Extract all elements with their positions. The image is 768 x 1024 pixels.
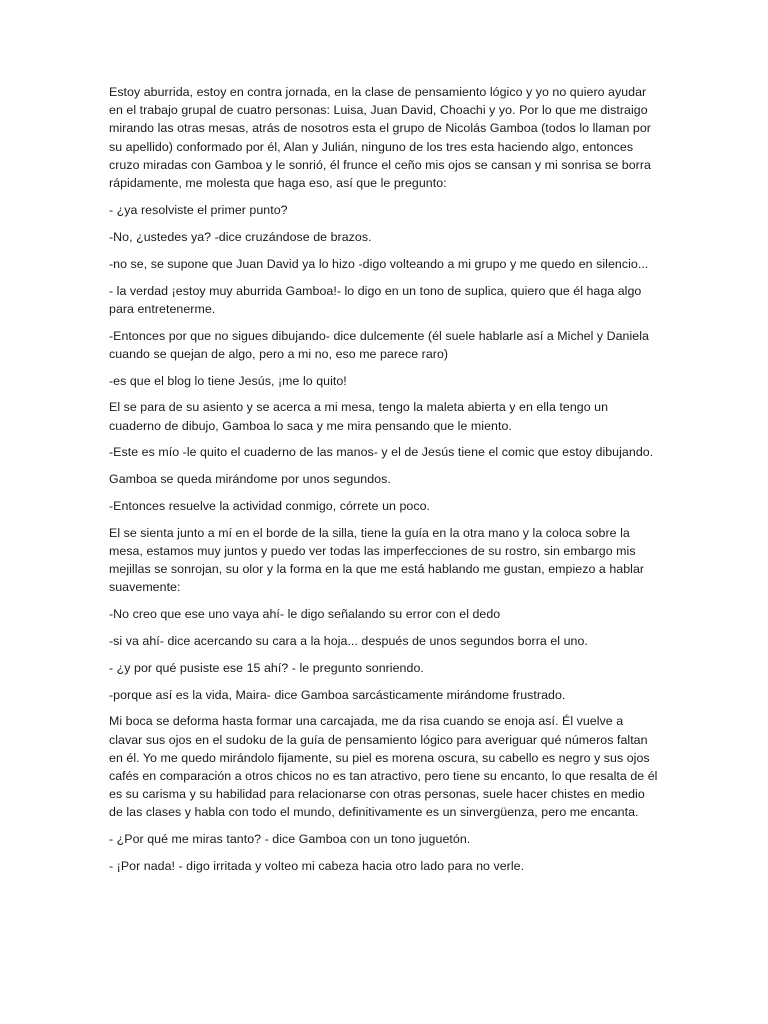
paragraph: -si va ahí- dice acercando su cara a la hoja... después de unos segundos borra el uno. xyxy=(109,634,588,648)
paragraph: -es que el blog lo tiene Jesús, ¡me lo quito! xyxy=(109,373,347,388)
paragraph: -No, ¿ustedes ya? -dice cruzándose de brazos. xyxy=(109,230,372,245)
paragraph: - ¿y por qué pusiste ese 15 ahí? - le pregunto sonriendo. xyxy=(109,660,424,675)
paragraph: Mi boca se deforma hasta formar una carcajada, me da risa cuando se enoja así. Él vuelve a clavar sus ojos en el sudoku de la guía de pensamiento lógico para averiguar qué números faltan en él. Yo me quedo mirándolo fijamente, su piel es morena oscura, su cabello es negro y sus ojos cafés en comparación a otros chicos no es tan atractivo, pero tiene su encanto, lo que resalta de él es su carisma y su habilidad para relacionarse con otras personas, suele hacer chistes en medio de las clases y habla con todo el mundo, definitivamente es un sinvergüenza, pero me encanta. xyxy=(109,714,658,820)
paragraph: Gamboa se queda mirándome por unos segundos. xyxy=(109,472,391,487)
paragraph: -Entonces resuelve la actividad conmigo, córrete un poco. xyxy=(109,499,431,513)
paragraph: - ¿ya resolviste el primer punto? xyxy=(109,203,288,218)
document-body xyxy=(109,83,659,884)
paragraph: -No creo que ese uno vaya ahí- le digo señalando su error con el dedo xyxy=(109,607,501,622)
paragraph: El se para de su asiento y se acerca a mi mesa, tengo la maleta abierta y en ella tengo un cuaderno de dibujo, Gamboa lo saca y me mira pensando que le miento. xyxy=(109,400,609,433)
paragraph: - ¡Por nada! - digo irritada y volteo mi cabeza hacia otro lado para no verle. xyxy=(109,859,525,873)
paragraph: - la verdad ¡estoy muy aburrida Gamboa!- lo digo en un tono de suplica, quiero que él haga algo para entretenerme. xyxy=(109,283,642,316)
paragraph: -Este es mío -le quito el cuaderno de las manos- y el de Jesús tiene el comic que estoy dibujando. xyxy=(109,445,654,460)
paragraph: -porque así es la vida, Maira- dice Gamboa sarcásticamente mirándome frustrado. xyxy=(109,687,566,702)
paragraph: El se sienta junto a mí en el borde de la silla, tiene la guía en la otra mano y la coloca sobre la mesa, estamos muy juntos y puedo ver todas las imperfecciones de su rostro, sin embargo mis mejillas se sonrojan, su olor y la forma en la que me está hablando me gustan, empiezo a hablar suavemente: xyxy=(109,525,645,595)
paragraph: -no se, se supone que Juan David ya lo hizo -digo volteando a mi grupo y me quedo en silencio... xyxy=(109,256,649,271)
paragraph: Estoy aburrida, estoy en contra jornada, en la clase de pensamiento lógico y yo no quiero ayudar en el trabajo grupal de cuatro personas: Luisa, Juan David, Choachi y yo. Por lo que me distraigo mirando las otras mesas, atrás de nosotros esta el grupo de Nicolás Gamboa (todos lo llaman por su apellido) conformado por él, Alan y Julián, ninguno de los tres esta haciendo algo, entonces cruzo miradas con Gamboa y le sonrió, él frunce el ceño mis ojos se cansan y mi sonrisa se borra rápidamente, me molesta que haga eso, así que le pregunto: xyxy=(109,85,651,191)
paragraph: - ¿Por qué me miras tanto? - dice Gamboa con un tono juguetón. xyxy=(109,832,471,847)
paragraph: -Entonces por que no sigues dibujando- dice dulcemente (él suele hablarle así a Michel y Daniela cuando se quejan de algo, pero a mi no, eso me parece raro) xyxy=(109,328,649,361)
